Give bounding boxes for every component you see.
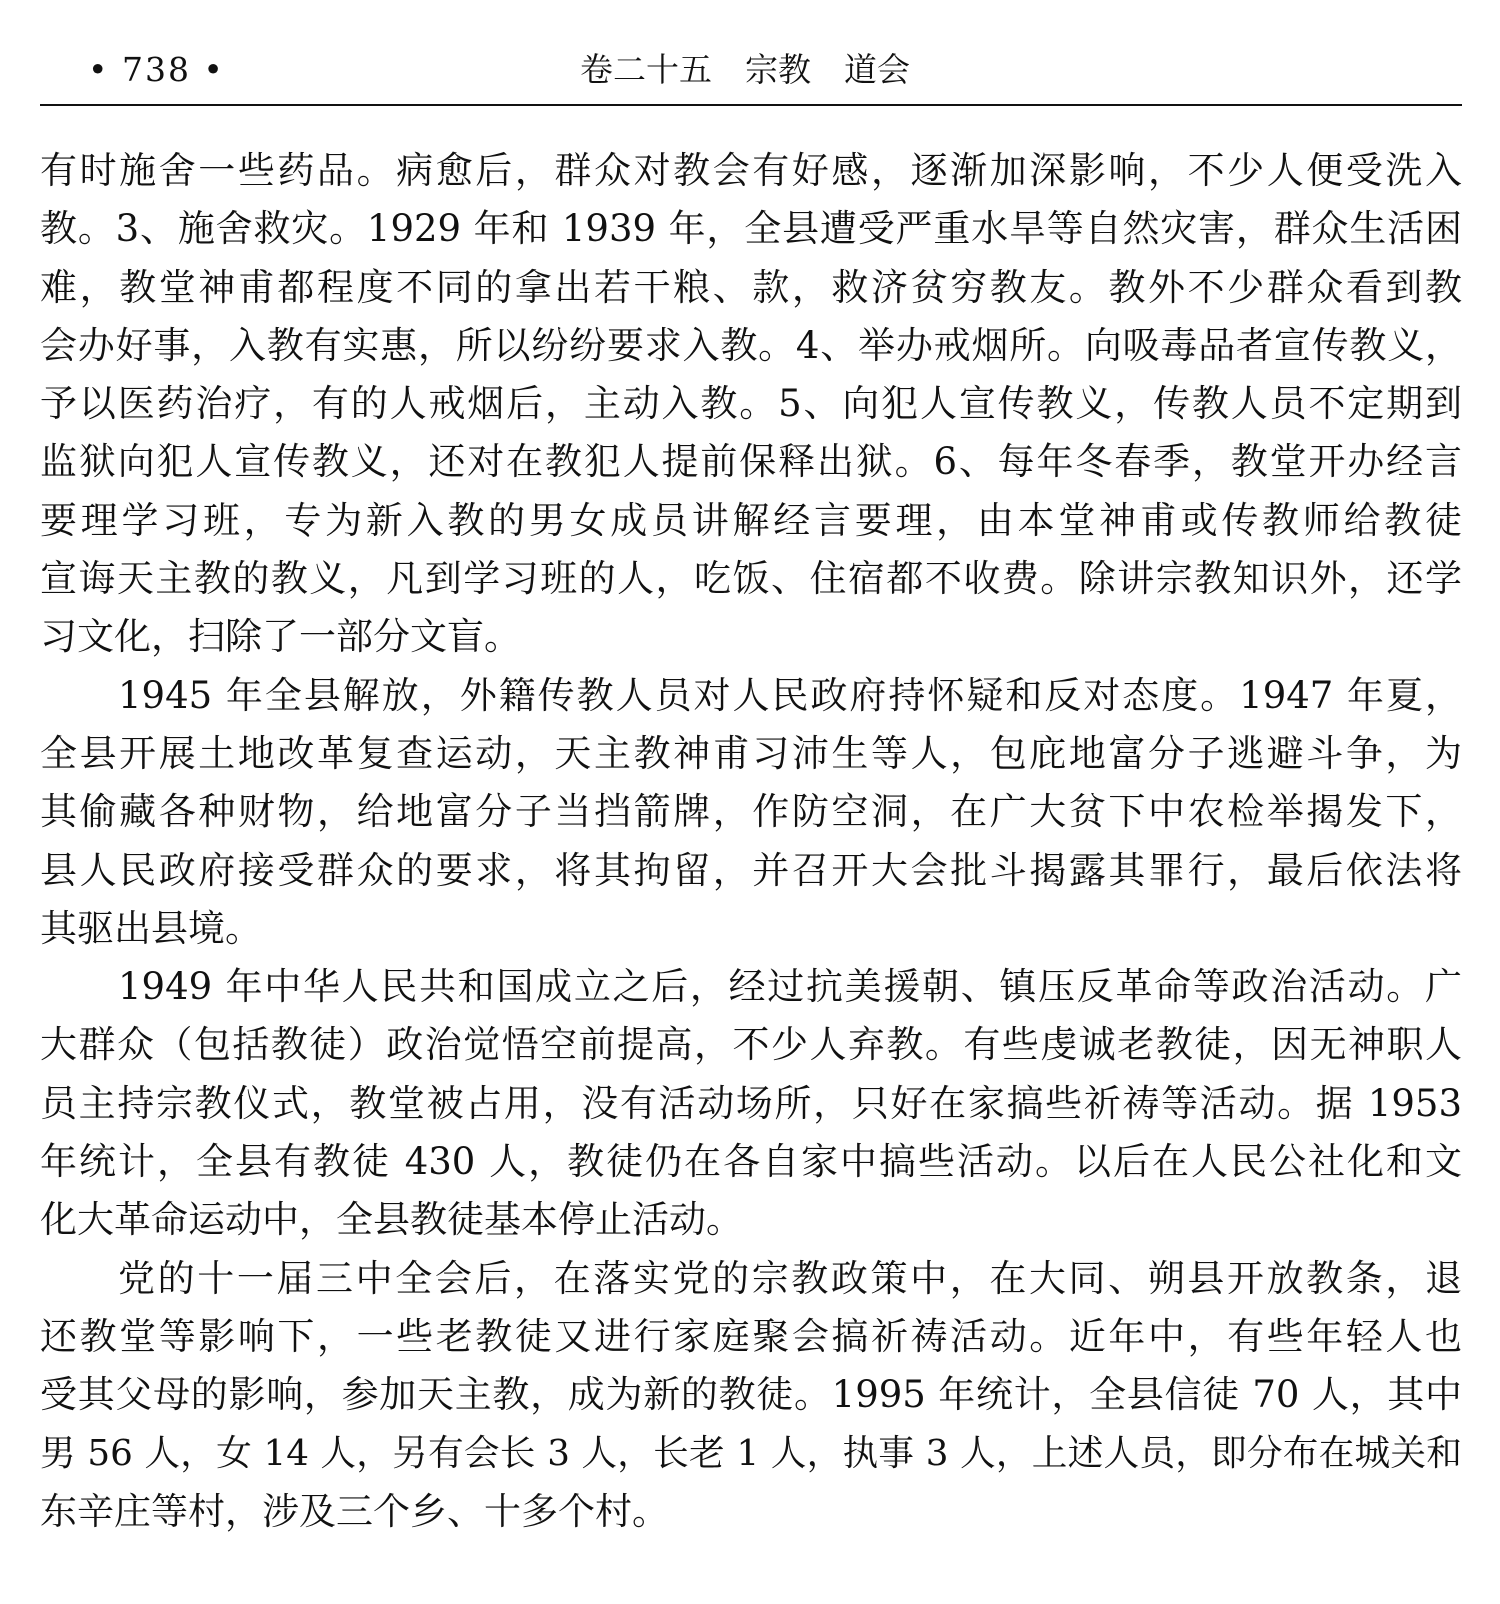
text-line: 东辛庄等村，涉及三个乡、十多个村。 bbox=[40, 1489, 669, 1533]
text-line: 全县开展土地改革复查运动，天主教神甫习沛生等人，包庇地富分子逃避斗争，为 bbox=[40, 731, 1462, 775]
text-line: 受其父母的影响，参加天主教，成为新的教徒。1995 年统计，全县信徒 70 人，其中 bbox=[40, 1373, 1462, 1417]
text-line: 其偷藏各种财物，给地富分子当挡箭牌，作防空洞，在广大贫下中农检举揭发下， bbox=[40, 790, 1462, 834]
text-line: 要理学习班，专为新入教的男女成员讲解经言要理，由本堂神甫或传教师给教徒 bbox=[40, 498, 1462, 542]
text-line: 化大革命运动中，全县教徒基本停止活动。 bbox=[40, 1198, 743, 1242]
text-line: 年统计，全县有教徒 430 人，教徒仍在各自家中搞些活动。以后在人民公社化和文 bbox=[40, 1140, 1462, 1184]
text-line: 有时施舍一些药品。病愈后，群众对教会有好感，逐渐加深影响，不少人便受洗入 bbox=[40, 149, 1462, 192]
text-line: 县人民政府接受群众的要求，将其拘留，并召开大会批斗揭露其罪行，最后依法将 bbox=[40, 848, 1462, 892]
text-line: 教。3、施舍救灾。1929 年和 1939 年，全县遭受严重水旱等自然灾害，群众生活困 bbox=[40, 207, 1462, 251]
header-divider bbox=[40, 104, 1462, 106]
paragraph-first-line: 1945 年全县解放，外籍传教人员对人民政府持怀疑和反对态度。1947 年夏， bbox=[118, 673, 1462, 717]
text-line: 男 56 人，女 14 人，另有会长 3 人，长老 1 人，执事 3 人，上述人员，即分布在城关和 bbox=[40, 1432, 1462, 1474]
text-line: 还教堂等影响下，一些老教徒又进行家庭聚会搞祈祷活动。近年中，有些年轻人也 bbox=[40, 1314, 1462, 1358]
text-line: 监狱向犯人宣传教义，还对在教犯人提前保释出狱。6、每年冬春季，教堂开办经言 bbox=[40, 440, 1462, 484]
text-line: 予以医药治疗，有的人戒烟后，主动入教。5、向犯人宣传教义，传教人员不定期到 bbox=[40, 382, 1462, 426]
body-text bbox=[40, 142, 1462, 1541]
text-line: 其驱出县境。 bbox=[40, 906, 262, 950]
text-line: 宣诲天主教的教义，凡到学习班的人，吃饭、住宿都不收费。除讲宗教知识外，还学 bbox=[40, 557, 1462, 601]
page-number: • 738 • bbox=[88, 50, 225, 89]
paragraph-first-line: 党的十一届三中全会后，在落实党的宗教政策中，在大同、朔县开放教条，退 bbox=[118, 1256, 1462, 1300]
text-line: 难，教堂神甫都程度不同的拿出若干粮、款，救济贫穷教友。教外不少群众看到教 bbox=[40, 265, 1462, 309]
text-line: 员主持宗教仪式，教堂被占用，没有活动场所，只好在家搞些祈祷等活动。据 1953 bbox=[40, 1081, 1462, 1125]
paragraph-first-line: 1949 年中华人民共和国成立之后，经过抗美援朝、镇压反革命等政治活动。广 bbox=[118, 965, 1462, 1009]
text-line: 会办好事，入教有实惠，所以纷纷要求入教。4、举办戒烟所。向吸毒品者宣传教义， bbox=[40, 323, 1462, 367]
text-line: 习文化，扫除了一部分文盲。 bbox=[40, 615, 521, 659]
running-head: 卷二十五 宗教 道会 bbox=[580, 50, 910, 89]
text-line: 大群众（包括教徒）政治觉悟空前提高，不少人弃教。有些虔诚老教徒，因无神职人 bbox=[40, 1023, 1462, 1067]
page-header bbox=[40, 38, 1460, 104]
